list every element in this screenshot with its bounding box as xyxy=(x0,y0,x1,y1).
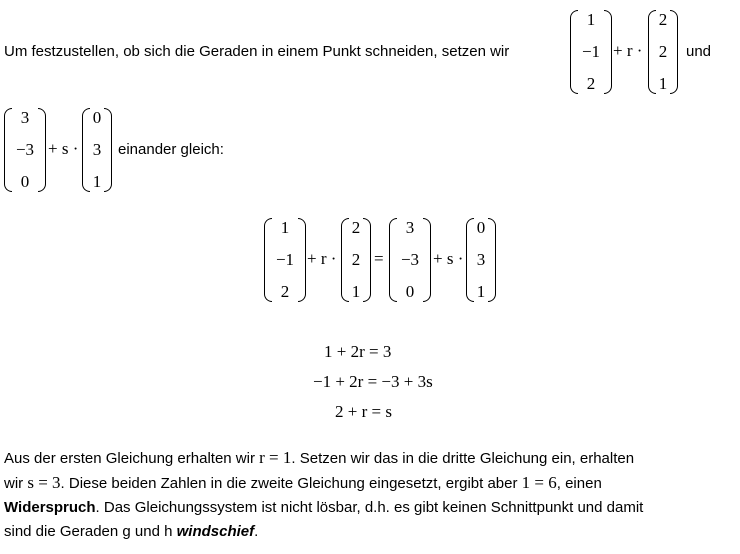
vector-entry: −1 xyxy=(581,42,601,61)
text: Aus der ersten Gleichung erhalten wir xyxy=(4,450,260,467)
r-value: r = 1 xyxy=(259,448,292,467)
vector-entry: 2 xyxy=(658,42,668,61)
vector-entry: 1 xyxy=(92,172,102,191)
eq-vector-d2 xyxy=(466,218,496,302)
system-eq-2: −1 + 2r = −3 + 3s xyxy=(313,372,433,391)
widerspruch-term: Widerspruch xyxy=(4,499,96,516)
system-eq-1: 1 + 2r = 3 xyxy=(324,342,392,361)
plus-r-operator: + r · xyxy=(307,249,337,268)
vector-entry: 2 xyxy=(351,218,361,237)
plus-s-operator: + s · xyxy=(433,249,464,268)
text: . Das Gleichungssystem ist nicht lösbar, d.h. es gibt keinen Schnittpunkt und damit xyxy=(95,499,644,516)
vector-entry: 0 xyxy=(476,218,486,237)
vector-entry: 0 xyxy=(92,108,102,127)
system-eq-3: 2 + r = s xyxy=(335,402,392,421)
s-value: s = 3 xyxy=(27,473,61,492)
eq-vector-d1 xyxy=(341,218,371,302)
vector-p2 xyxy=(4,108,46,192)
vector-d2 xyxy=(82,108,112,192)
vector-entry: 3 xyxy=(405,218,415,237)
vector-entry: 2 xyxy=(658,10,668,29)
vector-entry: 3 xyxy=(20,108,30,127)
text: sind die Geraden g und h xyxy=(4,523,177,540)
text: . xyxy=(254,523,259,540)
vector-entry: 1 xyxy=(351,282,361,301)
und-text: und xyxy=(686,43,712,60)
vector-entry: 2 xyxy=(280,282,290,301)
text: . Setzen wir das in die dritte Gleichung ein, erhalten xyxy=(291,450,635,467)
vector-entry: 1 xyxy=(658,74,668,93)
vector-entry: −3 xyxy=(400,250,420,269)
vector-entry: 3 xyxy=(476,250,486,269)
vector-p1 xyxy=(570,10,612,94)
eq-vector-p1 xyxy=(264,218,306,302)
plus-r-operator: + r · xyxy=(613,41,643,60)
vector-entry: 1 xyxy=(586,10,596,29)
conclusion-paragraph xyxy=(4,446,716,544)
vector-entry: 2 xyxy=(586,74,596,93)
vector-entry: 0 xyxy=(405,282,415,301)
vector-d1 xyxy=(648,10,678,94)
eq-vector-p2 xyxy=(389,218,431,302)
vector-entry: −3 xyxy=(15,140,35,159)
einander-text: einander gleich: xyxy=(118,141,224,158)
windschief-term: windschief xyxy=(176,523,255,540)
vector-entry: 2 xyxy=(351,250,361,269)
vector-entry: 1 xyxy=(476,282,486,301)
vector-entry: 1 xyxy=(280,218,290,237)
text: , einen xyxy=(556,475,602,492)
vector-entry: −1 xyxy=(275,250,295,269)
text: . Diese beiden Zahlen in die zweite Gleichung eingesetzt, ergibt aber xyxy=(60,475,522,492)
contradiction-equation: 1 = 6 xyxy=(521,473,557,492)
plus-s-operator: + s · xyxy=(48,139,79,158)
intro-text: Um festzustellen, ob sich die Geraden in einem Punkt schneiden, setzen wir xyxy=(4,43,510,60)
text: wir xyxy=(4,475,28,492)
vector-entry: 3 xyxy=(92,140,102,159)
vector-entry: 0 xyxy=(20,172,30,191)
equals-sign: = xyxy=(374,249,384,268)
